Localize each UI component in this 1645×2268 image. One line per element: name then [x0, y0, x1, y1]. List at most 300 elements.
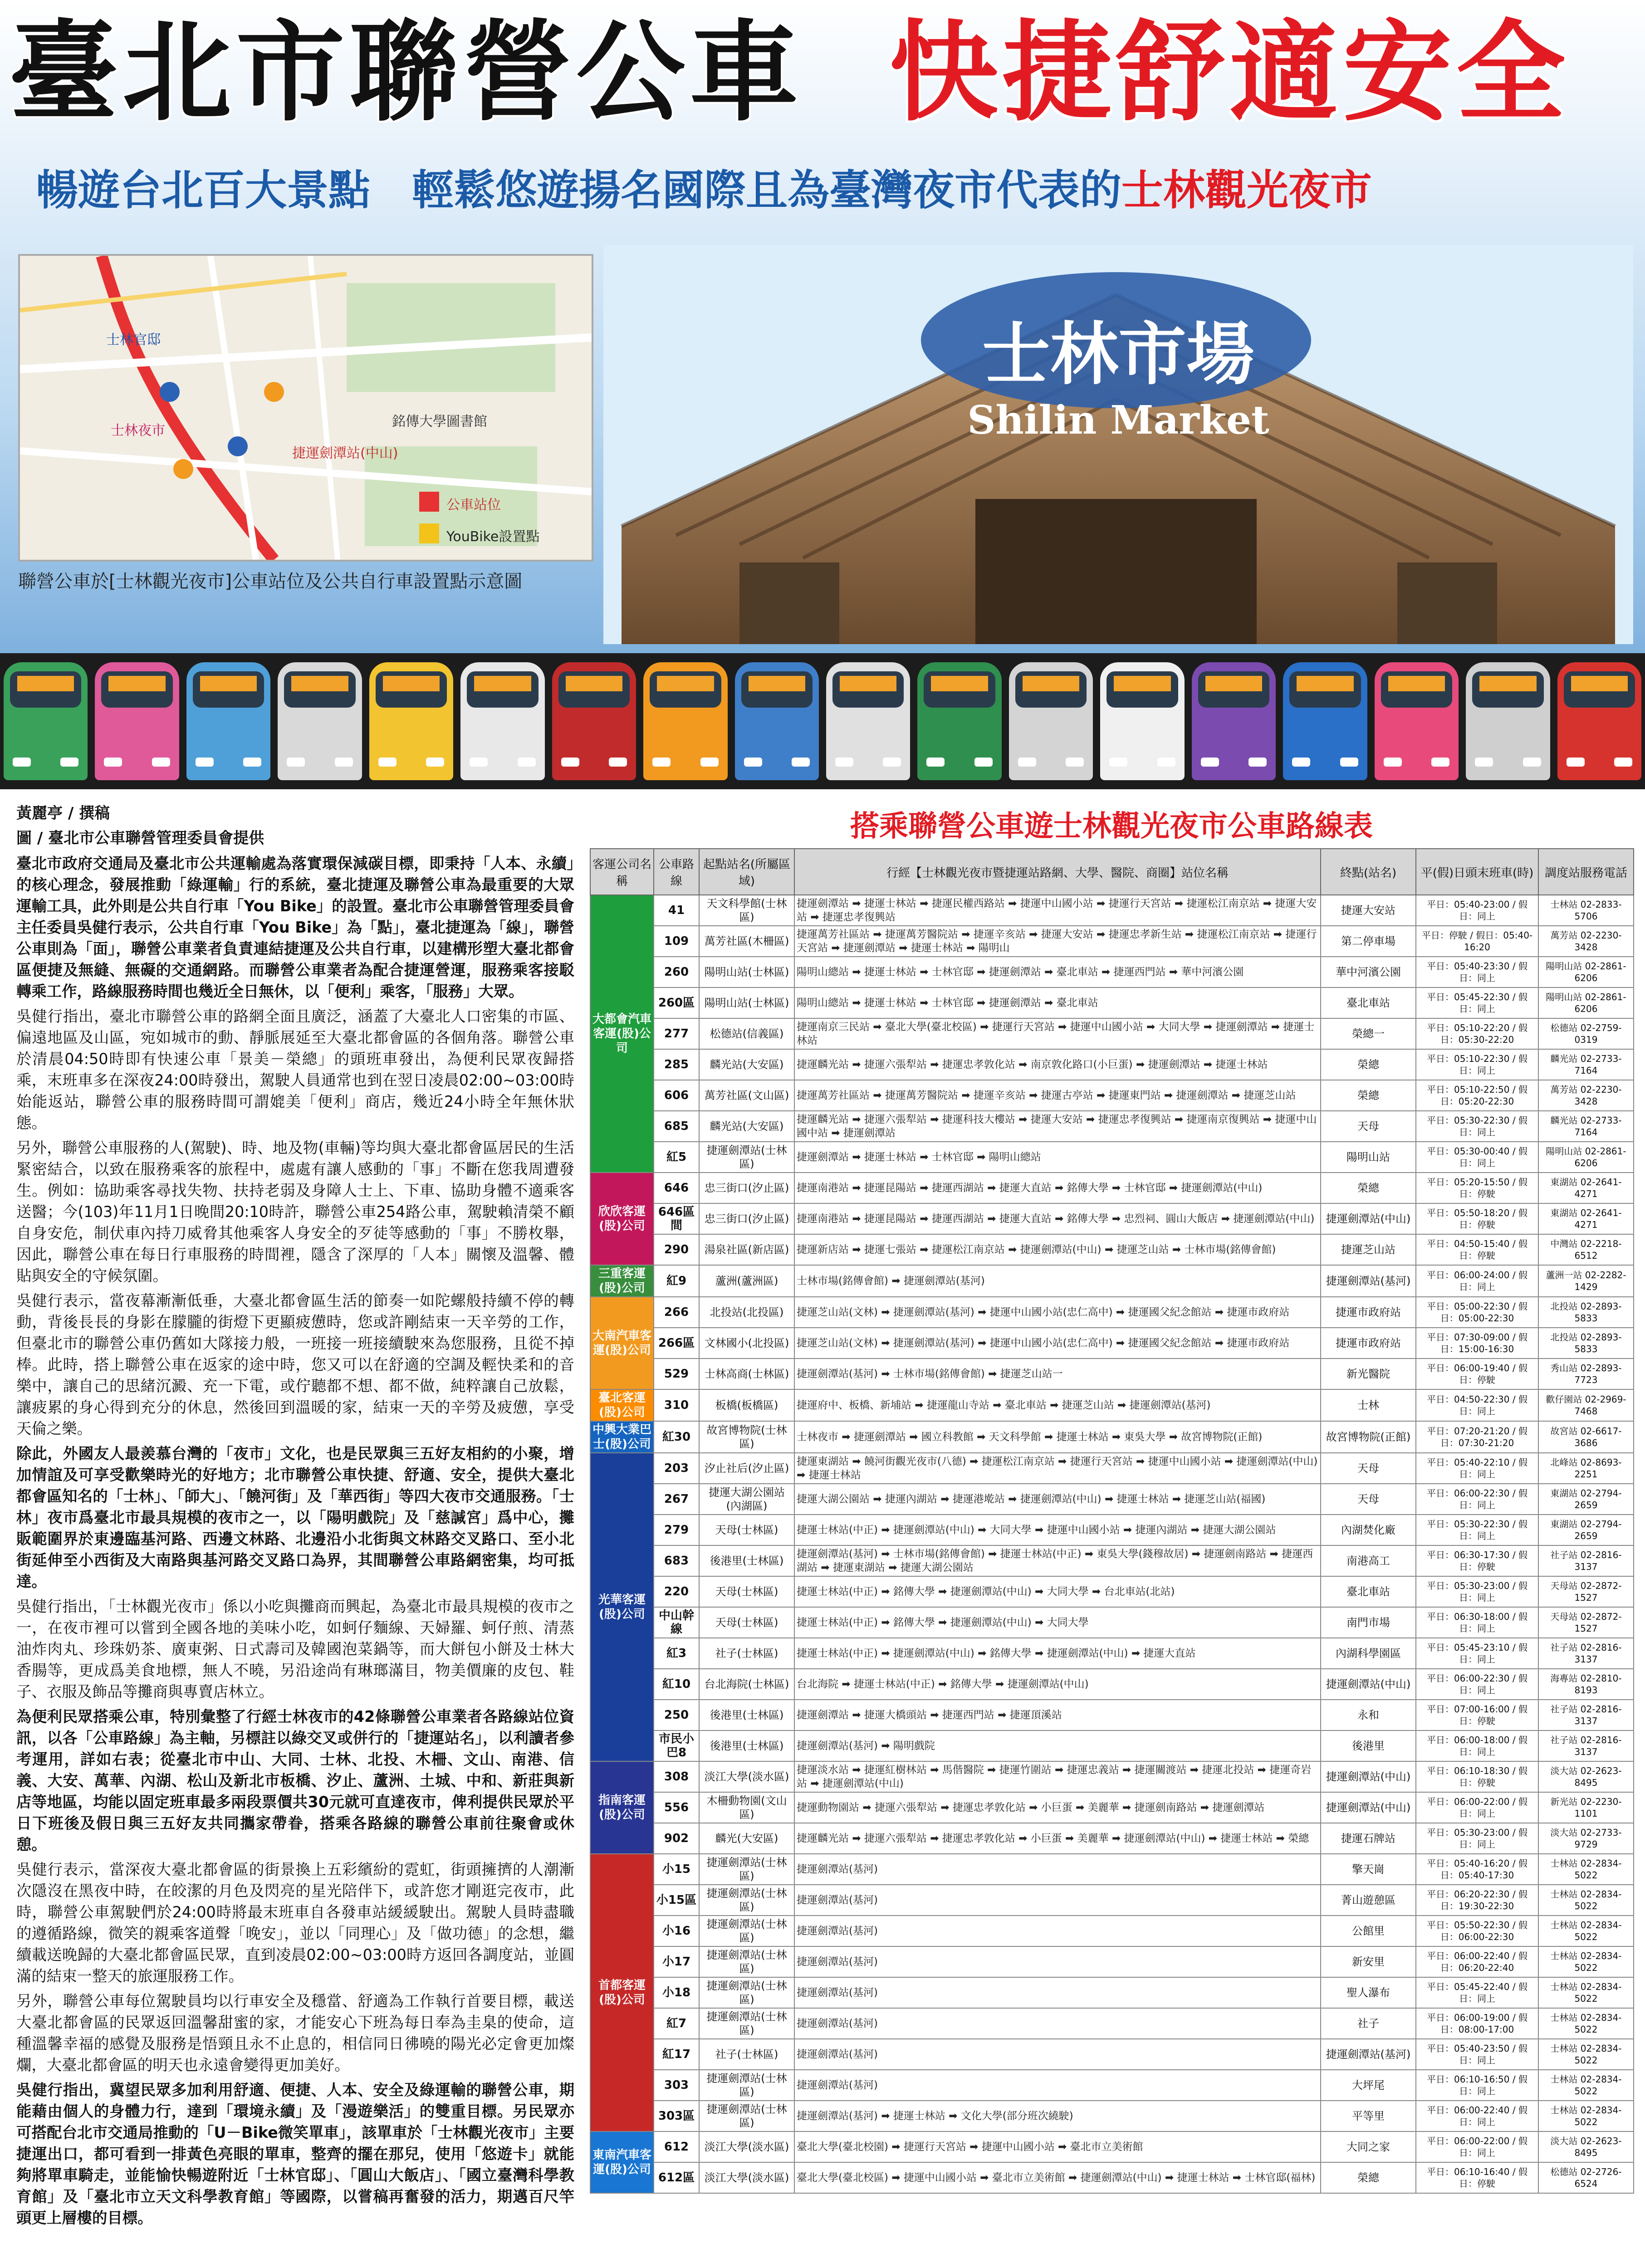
col-header-stops: 行經【士林觀光夜市暨捷運站路網、大學、醫院、商圈】站位名稱 — [794, 849, 1321, 895]
bus-destination-sign — [291, 676, 348, 691]
bus-destination-sign — [1114, 676, 1170, 691]
bus-headlight — [1066, 758, 1084, 767]
route-row — [590, 926, 1634, 957]
route-number-cell: 小15區 — [654, 1885, 699, 1916]
dispatch-phone-cell: 萬芳站 02-2230-3428 — [1538, 1080, 1634, 1111]
route-row — [590, 1018, 1634, 1049]
start-station-cell: 忠三街口(汐止區) — [699, 1203, 794, 1234]
stops-cell: 捷運大湖公園站 ➡ 捷運內湖站 ➡ 捷運港墘站 ➡ 捷運劍潭站(中山) ➡ 捷運士林站 ➡ 捷運芝山站(福國) — [794, 1484, 1321, 1515]
bus-headlight — [378, 758, 397, 767]
start-station-cell: 捷運劍潭站(士林區) — [699, 2101, 794, 2131]
subtitle-highlight: 士林觀光夜市 — [1121, 166, 1372, 215]
company-cell: 中興大業巴士(股)公司 — [590, 1421, 654, 1453]
end-station-cell: 大同之家 — [1321, 2131, 1416, 2162]
stops-cell: 捷運萬芳社區站 ➡ 捷運萬芳醫院站 ➡ 捷運辛亥站 ➡ 捷運大安站 ➡ 捷運忠孝新生站 ➡ 捷運松江南京站 ➡ 捷運行天宮站 ➡ 捷運劍潭站 ➡ 捷運士林站 ➡ 陽明山 — [794, 926, 1321, 957]
stops-cell: 捷運萬芳社區站 ➡ 捷運萬芳醫院站 ➡ 捷運辛亥站 ➡ 捷運古亭站 ➡ 捷運東門站 ➡ 捷運劍潭站 ➡ 捷運芝山站 — [794, 1080, 1321, 1111]
start-station-cell: 湯泉社區(新店區) — [699, 1234, 794, 1265]
service-time-cell: 平日：05:50-18:20 / 假日：停駛 — [1416, 1203, 1538, 1234]
bus-destination-sign — [1023, 676, 1079, 691]
route-row — [590, 1946, 1634, 1977]
stops-cell: 捷運劍潭站(基河) — [794, 2039, 1321, 2070]
end-station-cell: 榮總一 — [1321, 1018, 1416, 1049]
route-row — [590, 957, 1634, 987]
route-number-cell: 紅7 — [654, 2008, 699, 2039]
stops-cell: 捷運動物園站 ➡ 捷運六張犁站 ➡ 捷運忠孝敦化站 ➡ 小巨蛋 ➡ 美麗華 ➡ 捷運劍南路站 ➡ 捷運劍潭站 — [794, 1792, 1321, 1823]
dispatch-phone-cell: 秀山站 02-2893-7723 — [1538, 1359, 1634, 1389]
bus-headlight — [835, 758, 853, 767]
dispatch-phone-cell: 麟光站 02-2733-7164 — [1538, 1111, 1634, 1142]
route-number-cell: 646區間 — [654, 1203, 699, 1234]
route-number-cell: 紅10 — [654, 1669, 699, 1700]
dispatch-phone-cell: 歡仔園站 02-2969-7468 — [1538, 1389, 1634, 1421]
stops-cell: 捷運淡水站 ➡ 捷運紅樹林站 ➡ 馬偕醫院 ➡ 捷運竹圍站 ➡ 捷運忠義站 ➡ 捷運關渡站 ➡ 捷運北投站 ➡ 捷運奇岩站 ➡ 捷運劍潭站(中山) — [794, 1761, 1321, 1792]
route-number-cell: 646 — [654, 1173, 699, 1203]
col-header-company: 客運公司名稱 — [590, 849, 654, 895]
bus-headlight — [1157, 758, 1175, 767]
route-number-cell: 中山幹線 — [654, 1607, 699, 1638]
dispatch-phone-cell: 北峰站 02-8693-2251 — [1538, 1453, 1634, 1484]
route-number-cell: 紅3 — [654, 1638, 699, 1669]
bus-destination-sign — [383, 676, 440, 691]
route-row — [590, 1389, 1634, 1421]
service-time-cell: 平日：06:00-19:00 / 假日：08:00-17:00 — [1416, 2008, 1538, 2039]
start-station-cell: 汐止社后(汐止區) — [699, 1453, 794, 1484]
bus-headlight — [1292, 758, 1310, 767]
route-row — [590, 1700, 1634, 1730]
end-station-cell: 第二停車場 — [1321, 926, 1416, 957]
bus-headlight — [1201, 758, 1219, 767]
route-number-cell: 266 — [654, 1297, 699, 1328]
service-time-cell: 平日：06:20-22:30 / 假日：19:30-22:30 — [1416, 1885, 1538, 1916]
start-station-cell: 萬芳社區(文山區) — [699, 1080, 794, 1111]
start-station-cell: 麟光站(大安區) — [699, 1049, 794, 1080]
bus-headlight — [609, 758, 627, 767]
bus-photo — [1375, 662, 1459, 780]
company-cell: 三重客運(股)公司 — [590, 1265, 654, 1297]
service-time-cell: 平日：05:30-23:00 / 假日：同上 — [1416, 1576, 1538, 1607]
bus-headlight — [1018, 758, 1036, 767]
end-station-cell: 天母 — [1321, 1453, 1416, 1484]
bus-destination-sign — [1205, 676, 1262, 691]
start-station-cell: 萬芳社區(木柵區) — [699, 926, 794, 957]
stops-cell: 士林市場(銘傳會館) ➡ 捷運劍潭站(基河) — [794, 1265, 1321, 1297]
service-time-cell: 平日：05:50-22:30 / 假日：06:00-22:30 — [1416, 1916, 1538, 1946]
end-station-cell: 華中河濱公園 — [1321, 957, 1416, 987]
service-time-cell: 平日：05:45-22:40 / 假日：同上 — [1416, 1977, 1538, 2008]
article-paragraph: 吳健行指出，臺北市聯營公車的路網全面且廣泛，涵蓋了大臺北人口密集的市區、偏遠地區及山區，宛如城市的動、靜脈展延至大臺北都會區的各個角落。聯營公車於清晨04:50時即有快速公車「景美－榮總」的頭班車發出，為便利民眾夜歸搭乘，末班車多在深夜24:00時發出，駕駛人員通常也到在翌日凌晨02:00~03:00時始能返站，聯營公車的服務時間可謂媲美「便利」商店，幾近24小時全年無休狀態。 — [16, 1007, 574, 1132]
service-time-cell: 平日：06:10-18:30 / 假日：停駛 — [1416, 1761, 1538, 1792]
subtitle — [36, 163, 1372, 218]
route-row — [590, 1638, 1634, 1669]
route-number-cell: 308 — [654, 1761, 699, 1792]
route-row — [590, 1049, 1634, 1080]
end-station-cell: 陽明山站 — [1321, 1142, 1416, 1173]
end-station-cell: 聖人瀑布 — [1321, 1977, 1416, 2008]
service-time-cell: 平日：06:30-17:30 / 假日：停駛 — [1416, 1545, 1538, 1576]
end-station-cell: 榮總 — [1321, 1173, 1416, 1203]
bus-headlight — [1109, 758, 1127, 767]
route-number-cell: 小16 — [654, 1916, 699, 1946]
bus-headlight — [744, 758, 762, 767]
bus-photo — [186, 662, 270, 780]
end-station-cell: 捷運劍潭站(基河) — [1321, 2039, 1416, 2070]
stops-cell: 陽明山總站 ➡ 捷運士林站 ➡ 士林官邸 ➡ 捷運劍潭站 ➡ 臺北車站 ➡ 捷運西門站 ➡ 華中河濱公園 — [794, 957, 1321, 987]
photo-sign — [603, 254, 1633, 443]
route-number-cell: 小18 — [654, 1977, 699, 2008]
route-row — [590, 1453, 1634, 1484]
start-station-cell: 後港里(士林區) — [699, 1545, 794, 1576]
route-table-body — [590, 895, 1634, 2193]
end-station-cell: 捷運劍潭站(中山) — [1321, 1792, 1416, 1823]
start-station-cell: 淡江大學(淡水區) — [699, 2131, 794, 2162]
route-row — [590, 987, 1634, 1018]
route-number-cell: 285 — [654, 1049, 699, 1080]
dispatch-phone-cell: 士林站 02-2834-5022 — [1538, 1916, 1634, 1946]
dispatch-phone-cell: 天母站 02-2872-1527 — [1538, 1607, 1634, 1638]
route-row — [590, 1203, 1634, 1234]
service-time-cell: 平日：06:00-18:00 / 假日：同上 — [1416, 1730, 1538, 1761]
bus-destination-sign — [1571, 676, 1628, 691]
stops-cell: 捷運劍潭站(基河) — [794, 1854, 1321, 1885]
article-paragraph: 吳健行表示，當深夜大臺北都會區的街景換上五彩繽紛的霓虹，街頭擁擠的人潮漸次隱沒在黑夜中時，在皎潔的月色及閃亮的星光陪伴下，或許您才剛逛完夜市，此時，聯營公車駕駛們於24:00時將最末班車自各發車站緩緩駛出。駕駛人員時盡職的遵循路線，微笑的親乘客道聲「晚安」，並以「同理心」及「做功德」的念想，繼續載送晚歸的大臺北都會區民眾，直到凌晨02:00~03:00時方返回各調度站，並圓滿的結束一整天的旅運服務工作。 — [16, 1861, 574, 1985]
end-station-cell: 新光醫院 — [1321, 1359, 1416, 1389]
service-time-cell: 平日：05:30-22:30 / 假日：同上 — [1416, 1515, 1538, 1545]
end-station-cell: 社子 — [1321, 2008, 1416, 2039]
dispatch-phone-cell: 士林站 02-2834-5022 — [1538, 2101, 1634, 2131]
bus-destination-sign — [931, 676, 988, 691]
start-station-cell: 天母(士林區) — [699, 1607, 794, 1638]
service-time-cell: 平日：05:00-22:30 / 假日：05:00-22:30 — [1416, 1297, 1538, 1328]
start-station-cell: 捷運劍潭站(士林區) — [699, 2008, 794, 2039]
start-station-cell: 北投站(北投區) — [699, 1297, 794, 1328]
bus-headlight — [700, 758, 719, 767]
bus-photo — [1192, 662, 1276, 780]
route-number-cell: 310 — [654, 1389, 699, 1421]
col-header-time: 平(假)日頭末班車(時) — [1416, 849, 1538, 895]
service-time-cell: 平日：06:10-16:50 / 假日：同上 — [1416, 2070, 1538, 2101]
start-station-cell: 麟光站(大安區) — [699, 1111, 794, 1142]
bus-headlight — [792, 758, 810, 767]
dispatch-phone-cell: 新光站 02-2230-1101 — [1538, 1792, 1634, 1823]
end-station-cell: 捷運市政府站 — [1321, 1328, 1416, 1359]
stops-cell: 捷運士林站(中正) ➡ 銘傳大學 ➡ 捷運劍潭站(中山) ➡ 大同大學 ➡ 台北車站(北站) — [794, 1576, 1321, 1607]
bus-photo — [1009, 662, 1093, 780]
route-row — [590, 2008, 1634, 2039]
route-number-cell: 267 — [654, 1484, 699, 1515]
bus-destination-sign — [474, 676, 531, 691]
dispatch-phone-cell: 士林站 02-2834-5022 — [1538, 2039, 1634, 2070]
stops-cell: 捷運劍潭站(基河) — [794, 1977, 1321, 2008]
route-row — [590, 1854, 1634, 1885]
start-station-cell: 捷運劍潭站(士林區) — [699, 1854, 794, 1885]
dispatch-phone-cell: 東湖站 02-2641-4271 — [1538, 1173, 1634, 1203]
service-time-cell: 平日：06:00-22:00 / 假日：同上 — [1416, 2131, 1538, 2162]
route-row — [590, 895, 1634, 926]
start-station-cell: 後港里(士林區) — [699, 1700, 794, 1730]
end-station-cell: 士林 — [1321, 1389, 1416, 1421]
service-time-cell: 平日：06:10-16:40 / 假日：停駛 — [1416, 2162, 1538, 2193]
stops-cell: 陽明山總站 ➡ 捷運士林站 ➡ 士林官邸 ➡ 捷運劍潭站 ➡ 臺北車站 — [794, 987, 1321, 1018]
route-table — [590, 848, 1634, 2194]
stops-cell: 捷運南港站 ➡ 捷運昆陽站 ➡ 捷運西湖站 ➡ 捷運大直站 ➡ 銘傳大學 ➡ 士林官邸 ➡ 捷運劍潭站(中山) — [794, 1173, 1321, 1203]
route-row — [590, 1885, 1634, 1916]
map-legend-bus-stop: 公車站位 — [446, 497, 501, 513]
bus-destination-sign — [108, 676, 165, 691]
start-station-cell: 淡江大學(淡水區) — [699, 1761, 794, 1792]
bus-headlight — [426, 758, 444, 767]
route-row — [590, 1792, 1634, 1823]
service-time-cell: 平日：05:10-22:20 / 假日：05:30-22:20 — [1416, 1018, 1538, 1049]
stops-cell: 捷運劍潭站(基河) ➡ 捷運士林站 ➡ 文化大學(部分班次繞駛) — [794, 2101, 1321, 2131]
start-station-cell: 陽明山站(士林區) — [699, 987, 794, 1018]
route-number-cell: 277 — [654, 1018, 699, 1049]
service-time-cell: 平日：05:30-22:30 / 假日：同上 — [1416, 1111, 1538, 1142]
table-title: 搭乘聯營公車遊士林觀光夜市公車路線表 — [850, 810, 1373, 843]
bus-photo — [917, 662, 1001, 780]
route-row — [590, 1234, 1634, 1265]
stops-cell: 捷運劍潭站(基河) — [794, 2070, 1321, 2101]
service-time-cell: 平日：06:00-22:30 / 假日：同上 — [1416, 1484, 1538, 1515]
route-number-cell: 266區 — [654, 1328, 699, 1359]
dispatch-phone-cell: 社子站 02-2816-3137 — [1538, 1545, 1634, 1576]
service-time-cell: 平日：06:00-24:00 / 假日：同上 — [1416, 1265, 1538, 1297]
route-number-cell: 260 — [654, 957, 699, 987]
end-station-cell: 榮總 — [1321, 1080, 1416, 1111]
bus-headlight — [287, 758, 305, 767]
stops-cell: 捷運東湖站 ➡ 饒河街觀光夜市(八德) ➡ 捷運松江南京站 ➡ 捷運行天宮站 ➡ 捷運中山國小站 ➡ 捷運劍潭站(中山) ➡ 捷運士林站 — [794, 1453, 1321, 1484]
bus-headlight — [196, 758, 214, 767]
dispatch-phone-cell: 中灣站 02-2218-6512 — [1538, 1234, 1634, 1265]
stops-cell: 捷運南京三民站 ➡ 臺北大學(臺北校區) ➡ 捷運行天宮站 ➡ 捷運中山國小站 ➡ 大同大學 ➡ 捷運劍潭站 ➡ 捷運士林站 — [794, 1018, 1321, 1049]
route-row — [590, 1916, 1634, 1946]
stops-cell: 捷運士林站(中正) ➡ 捷運劍潭站(中山) ➡ 銘傳大學 ➡ 捷運劍潭站(中山) ➡ 捷運大直站 — [794, 1638, 1321, 1669]
route-row — [590, 1607, 1634, 1638]
service-time-cell: 平日：05:10-22:30 / 假日：同上 — [1416, 1049, 1538, 1080]
service-time-cell: 平日：停駛 / 假日：05:40-16:20 — [1416, 926, 1538, 957]
bus-headlight — [1523, 758, 1541, 767]
route-number-cell: 606 — [654, 1080, 699, 1111]
bus-headlight — [243, 758, 261, 767]
subtitle-text: 暢遊台北百大景點 輕鬆悠遊揚名國際且為臺灣夜市代表的 — [36, 166, 1122, 215]
stops-cell: 捷運劍潭站(基河) — [794, 1916, 1321, 1946]
route-row — [590, 1823, 1634, 1854]
route-number-cell: 290 — [654, 1234, 699, 1265]
company-cell: 指南客運(股)公司 — [590, 1761, 654, 1854]
end-station-cell: 捷運劍潭站(基河) — [1321, 1265, 1416, 1297]
start-station-cell: 天母(士林區) — [699, 1515, 794, 1545]
end-station-cell: 捷運劍潭站(中山) — [1321, 1203, 1416, 1234]
route-number-cell: 220 — [654, 1576, 699, 1607]
bus-headlight — [60, 758, 78, 767]
start-station-cell: 捷運劍潭站(士林區) — [699, 1142, 794, 1173]
stops-cell: 士林夜市 ➡ 捷運劍潭站 ➡ 國立科教館 ➡ 天文科學館 ➡ 捷運士林站 ➡ 東吳大學 ➡ 故宮博物院(正館) — [794, 1421, 1321, 1453]
stops-cell: 捷運士林站(中正) ➡ 銘傳大學 ➡ 捷運劍潭站(中山) ➡ 大同大學 — [794, 1607, 1321, 1638]
dispatch-phone-cell: 士林站 02-2834-5022 — [1538, 1885, 1634, 1916]
route-number-cell: 902 — [654, 1823, 699, 1854]
route-row — [590, 1484, 1634, 1515]
article-paragraph: 為便利民眾搭乘公車，特別彙整了行經士林夜市的42條聯營公車業者各路線站位資訊，以各「公車路線」為主軸，另標註以綠交叉或併行的「捷運站名」，以利讀者參考運用，詳如右表；從臺北市中山、大同、士林、北投、木柵、文山、南港、信義、大安、萬華、內湖、松山及新北市板橋、汐止、蘆洲、土城、中和、新莊與新店等地區，均能以固定班車最多兩段票價共30元就可直達夜市，俾利提供民眾於平日下班後及假日與三五好友共同攜家帶眷，搭乘各路線的聯營公車前往聚會或休憩。 — [16, 1708, 574, 1853]
photo-sign-chinese: 士林市場 — [982, 314, 1254, 394]
stops-cell: 捷運府中、板橋、新埔站 ➡ 捷運龍山寺站 ➡ 臺北車站 ➡ 捷運芝山站 ➡ 捷運劍潭站(基河) — [794, 1389, 1321, 1421]
service-time-cell: 平日：05:40-23:00 / 假日：同上 — [1416, 895, 1538, 926]
route-number-cell: 41 — [654, 895, 699, 926]
dispatch-phone-cell: 淡大站 02-2623-8495 — [1538, 1761, 1634, 1792]
start-station-cell: 捷運劍潭站(士林區) — [699, 1946, 794, 1977]
start-station-cell: 社子(士林區) — [699, 2039, 794, 2070]
start-station-cell: 文林國小(北投區) — [699, 1328, 794, 1359]
service-time-cell: 平日：07:30-09:00 / 假日：15:00-16:30 — [1416, 1328, 1538, 1359]
article-paragraph: 吳健行指出，「士林觀光夜市」係以小吃與攤商而興起，為臺北市最具規模的夜市之一，在夜市裡可以嘗到全國各地的美味小吃，如蚵仔麵線、天婦羅、蚵仔煎、清蒸油炸肉丸、珍珠奶茶、廣東粥、日式壽司及韓國泡菜鍋等，而大餅包小餅及士林大香腸等，更成爲美食地標，無人不曉，另沿途尚有琳瑯滿目，物美價廉的皮包、鞋子、衣服及飾品等攤商與專賣店林立。 — [16, 1598, 574, 1701]
dispatch-phone-cell: 社子站 02-2816-3137 — [1538, 1700, 1634, 1730]
bus-photo — [1466, 662, 1550, 780]
route-row — [590, 1977, 1634, 2008]
end-station-cell: 故宮博物院(正館) — [1321, 1421, 1416, 1453]
company-cell: 東南汽車客運(股)公司 — [590, 2131, 654, 2193]
bus-photo — [460, 662, 544, 780]
route-number-cell: 685 — [654, 1111, 699, 1142]
bus-photo — [1283, 662, 1367, 780]
header-banner — [0, 0, 1645, 653]
route-number-cell: 109 — [654, 926, 699, 957]
end-station-cell: 大坪尾 — [1321, 2070, 1416, 2101]
route-number-cell: 612區 — [654, 2162, 699, 2193]
bus-headlight — [470, 758, 488, 767]
route-number-cell: 紅5 — [654, 1142, 699, 1173]
end-station-cell: 新安里 — [1321, 1946, 1416, 1977]
article-paragraph: 吳健行指出，冀望民眾多加利用舒適、便捷、人本、安全及綠運輸的聯營公車，期能藉由個人的身體力行，達到「環境永續」及「漫遊樂活」的雙重目標。另民眾亦可搭配台北市交通局推動的「U－Bike微笑單車」，該單車於「士林觀光夜市」主要捷運出口，都可看到一排黃色亮眼的單車，整齊的擺在那兒，使用「悠遊卡」就能夠將單車騎走，並能愉快暢遊附近「士林官邸」、「圓山大飯店」、「國立臺灣科學教育館」及「臺北市立天文科學教育館」等國際，以嘗稿再奮發的活力，期邁百尺竿頭更上層樓的目標。 — [16, 2081, 574, 2227]
end-station-cell: 永和 — [1321, 1700, 1416, 1730]
bus-headlight — [1431, 758, 1449, 767]
service-time-cell: 平日：07:20-21:20 / 假日：07:30-21:20 — [1416, 1421, 1538, 1453]
dispatch-phone-cell: 陽明山站 02-2861-6206 — [1538, 957, 1634, 987]
shilin-market-photo — [603, 245, 1633, 644]
dispatch-phone-cell: 東湖站 02-2794-2659 — [1538, 1515, 1634, 1545]
route-number-cell: 小15 — [654, 1854, 699, 1885]
bus-photo — [643, 662, 727, 780]
end-station-cell: 捷運市政府站 — [1321, 1297, 1416, 1328]
end-station-cell: 內湖科學園區 — [1321, 1638, 1416, 1669]
route-row — [590, 2131, 1634, 2162]
stops-cell: 捷運劍潭站(基河) ➡ 陽明戲院 — [794, 1730, 1321, 1761]
bus-photo — [735, 662, 819, 780]
bus-headlight — [335, 758, 353, 767]
article-credit: 圖 / 臺北市公車聯營管理委員會提供 — [16, 829, 264, 847]
stops-cell: 捷運新店站 ➡ 捷運七張站 ➡ 捷運松江南京站 ➡ 捷運劍潭站(中山) ➡ 捷運芝山站 ➡ 士林市場(銘傳會館) — [794, 1234, 1321, 1265]
route-number-cell: 260區 — [654, 987, 699, 1018]
bus-photo-strip — [0, 653, 1645, 789]
col-header-route: 公車路線 — [654, 849, 699, 895]
route-number-cell: 紅30 — [654, 1421, 699, 1453]
bus-headlight — [1340, 758, 1358, 767]
end-station-cell: 捷運石牌站 — [1321, 1823, 1416, 1854]
start-station-cell: 天母(士林區) — [699, 1576, 794, 1607]
route-number-cell: 市民小巴8 — [654, 1730, 699, 1761]
route-row — [590, 1173, 1634, 1203]
company-cell: 臺北客運(股)公司 — [590, 1389, 654, 1421]
dispatch-phone-cell: 士林站 02-2834-5022 — [1538, 1977, 1634, 2008]
company-cell: 大都會汽車客運(股)公司 — [590, 895, 654, 1173]
stops-cell: 捷運麟光站 ➡ 捷運六張犁站 ➡ 捷運忠孝敦化站 ➡ 南京敦化路口(小巨蛋) ➡ 捷運劍潭站 ➡ 捷運士林站 — [794, 1049, 1321, 1080]
bus-headlight — [883, 758, 901, 767]
start-station-cell: 捷運劍潭站(士林區) — [699, 1977, 794, 2008]
start-station-cell: 捷運劍潭站(士林區) — [699, 1885, 794, 1916]
service-time-cell: 平日：05:30-00:40 / 假日：同上 — [1416, 1142, 1538, 1173]
company-cell: 欣欣客運(股)公司 — [590, 1173, 654, 1265]
stops-cell: 捷運劍潭站(基河) — [794, 1885, 1321, 1916]
dispatch-phone-cell: 陽明山站 02-2861-6206 — [1538, 987, 1634, 1018]
bus-headlight — [926, 758, 945, 767]
article-paragraph: 另外，聯營公車每位駕駛員均以行車安全及穩當、舒適為工作執行首要目標，載送大臺北都會區的民眾返回溫馨甜蜜的家，才能安心下班為每日奉為圭臬的使命，這種溫馨幸福的感覺及服務是悟頸且永不止息的，相信同日彿曉的陽光必定會更加燦爛，大臺北都會區的明天也永遠會變得更加美好。 — [16, 1992, 574, 2074]
route-row — [590, 1730, 1634, 1761]
dispatch-phone-cell: 北投站 02-2893-5833 — [1538, 1297, 1634, 1328]
company-cell: 首都客運(股)公司 — [590, 1854, 654, 2131]
route-row — [590, 1669, 1634, 1700]
map-drawing — [20, 256, 592, 560]
bus-headlight — [652, 758, 671, 767]
start-station-cell: 捷運劍潭站(士林區) — [699, 2070, 794, 2101]
end-station-cell: 菁山遊憩區 — [1321, 1885, 1416, 1916]
stops-cell: 臺北大學(臺北校園) ➡ 捷運行天宮站 ➡ 捷運中山國小站 ➡ 臺北市立美術館 — [794, 2131, 1321, 2162]
dispatch-phone-cell: 社子站 02-2816-3137 — [1538, 1638, 1634, 1669]
service-time-cell: 平日：06:00-19:40 / 假日：停駛 — [1416, 1359, 1538, 1389]
stops-cell: 捷運劍潭站(基河) — [794, 2008, 1321, 2039]
article — [16, 803, 574, 2268]
bus-headlight — [1248, 758, 1267, 767]
end-station-cell: 捷運芝山站 — [1321, 1234, 1416, 1265]
table-header-row — [590, 849, 1634, 895]
service-time-cell: 平日：06:00-22:00 / 假日：同上 — [1416, 1792, 1538, 1823]
stops-cell: 捷運劍潭站 ➡ 捷運士林站 ➡ 捷運民權西路站 ➡ 捷運中山國小站 ➡ 捷運行天宮站 ➡ 捷運松江南京站 ➡ 捷運大安站 ➡ 捷運忠孝復興站 — [794, 895, 1321, 926]
route-row — [590, 1359, 1634, 1389]
company-cell: 光華客運(股)公司 — [590, 1453, 654, 1761]
bus-destination-sign — [200, 676, 257, 691]
dispatch-phone-cell: 蘆洲一站 02-2282-1429 — [1538, 1265, 1634, 1297]
bus-headlight — [104, 758, 122, 767]
article-paragraph: 吳健行表示，當夜幕漸漸低垂，大臺北都會區生活的節奏一如陀螺般持續不停的轉動，背後長長的身影在朦朧的街燈下更顯疲憊時，您或許剛結束一天辛勞的工作，但臺北市的聯營公車仍舊如大隊接力般，一班接一班接續駛來為您服務，且從不掉棒。此時，搭上聯營公車在返家的途中時，您又可以在舒適的空調及輕快柔和的音樂中，讓自己的思緒沉澱、充一下電，或佇聽都不想、都不做，純粹讓自己放鬆，讓疲累的身心得到充分的休息，然後回到溫暖的家，結束一天的辛勞及疲憊，享受天倫之樂。 — [16, 1292, 574, 1437]
route-row — [590, 1545, 1634, 1576]
bus-destination-sign — [749, 676, 805, 691]
map-label-nightmarket: 士林夜市 — [111, 423, 165, 439]
bus-destination-sign — [1479, 676, 1536, 691]
map-caption: 聯營公車於[士林觀光夜市]公車站位及公共自行車設置點示意圖 — [18, 571, 523, 592]
service-time-cell: 平日：05:40-22:10 / 假日：同上 — [1416, 1453, 1538, 1484]
dispatch-phone-cell: 士林站 02-2834-5022 — [1538, 1854, 1634, 1885]
route-row — [590, 1142, 1634, 1173]
bus-headlight — [1567, 758, 1585, 767]
end-station-cell: 內湖焚化廠 — [1321, 1515, 1416, 1545]
stops-cell: 捷運南港站 ➡ 捷運昆陽站 ➡ 捷運西湖站 ➡ 捷運大直站 ➡ 銘傳大學 ➡ 忠烈祠、圓山大飯店 ➡ 捷運劍潭站(中山) — [794, 1203, 1321, 1234]
service-time-cell: 平日：04:50-22:30 / 假日：同上 — [1416, 1389, 1538, 1421]
bus-photo — [552, 662, 636, 780]
bus-photo — [1557, 662, 1641, 780]
route-row — [590, 2070, 1634, 2101]
bus-photo — [4, 662, 88, 780]
stops-cell: 台北海院 ➡ 捷運士林站(中正) ➡ 銘傳大學 ➡ 捷運劍潭站(中山) — [794, 1669, 1321, 1700]
article-author: 黃麗亭 / 撰稿 — [16, 804, 110, 822]
service-time-cell: 平日：06:00-22:40 / 假日：06:20-22:40 — [1416, 1946, 1538, 1977]
dispatch-phone-cell: 士林站 02-2834-5022 — [1538, 1946, 1634, 1977]
route-number-cell: 279 — [654, 1515, 699, 1545]
service-time-cell: 平日：04:50-15:40 / 假日：停駛 — [1416, 1234, 1538, 1265]
end-station-cell: 平等里 — [1321, 2101, 1416, 2131]
dispatch-phone-cell: 淡大站 02-2623-8495 — [1538, 2131, 1634, 2162]
bus-headlight — [1384, 758, 1402, 767]
route-number-cell: 303 — [654, 2070, 699, 2101]
main-title-highlight: 快捷舒適安全 — [889, 9, 1570, 136]
map-label-guandi: 士林官邸 — [106, 332, 161, 348]
dispatch-phone-cell: 士林站 02-2833-5706 — [1538, 895, 1634, 926]
start-station-cell: 故宮博物院(士林區) — [699, 1421, 794, 1453]
